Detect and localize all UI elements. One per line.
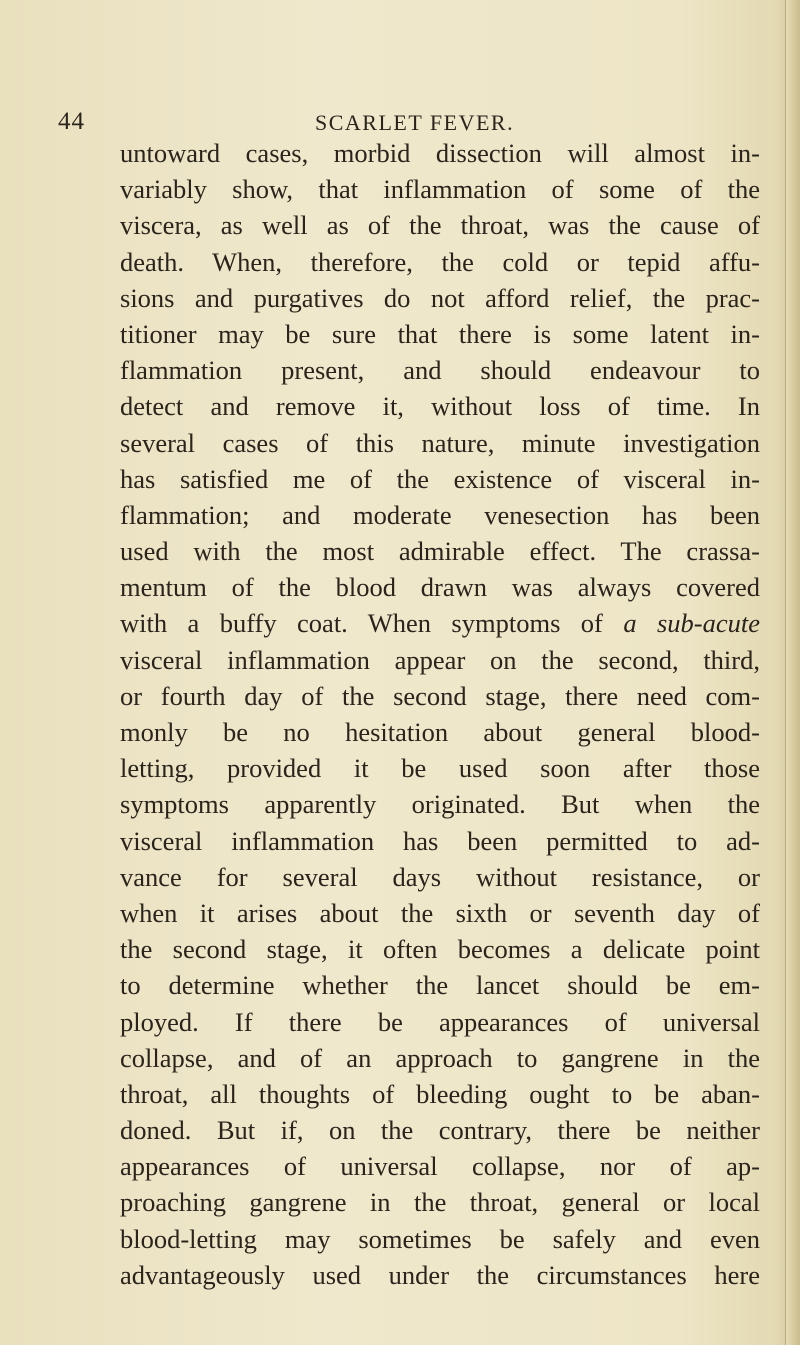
page-edge — [785, 0, 800, 1345]
text-line: flammation; and moderate venesection has been — [120, 499, 760, 530]
text-line: flammation present, and should endeavour to — [120, 355, 760, 386]
text-line: has satisfied me of the existence of visceral in- — [120, 463, 760, 494]
text-line: symptoms apparently originated. But when the — [120, 789, 760, 820]
text-line: throat, all thoughts of bleeding ought to be aban- — [120, 1078, 760, 1109]
text-line: collapse, and of an approach to gangrene in the — [120, 1042, 760, 1073]
text-line: used with the most admirable effect. The crassa- — [120, 536, 760, 567]
text-line: visceral inflammation has been permitted to ad- — [120, 825, 760, 856]
italic-phrase: a sub-acute — [623, 608, 761, 639]
text-line: death. When, therefore, the cold or tepid affu- — [120, 246, 760, 277]
text-line: doned. But if, on the contrary, there be neither — [120, 1115, 760, 1146]
text-line: titioner may be sure that there is some latent in- — [120, 318, 760, 349]
text-line: monly be no hesitation about general blood- — [120, 717, 760, 747]
text-line: to determine whether the lancet should be em- — [120, 970, 760, 1001]
text-line: ployed. If there be appearances of universal — [120, 1006, 760, 1037]
text-line: viscera, as well as of the throat, was the cause of — [120, 210, 760, 241]
page-number: 44 — [58, 108, 85, 135]
text-line: variably show, that inflammation of some of the — [120, 174, 760, 205]
body-text — [120, 135, 760, 1293]
text-line: several cases of this nature, minute investigation — [120, 427, 760, 458]
text-line: visceral inflammation appear on the second, third, — [120, 644, 760, 675]
text-line: vance for several days without resistance, or — [120, 861, 760, 892]
running-head-title: SCARLET FEVER. — [315, 110, 515, 135]
text-line: appearances of universal collapse, nor of ap- — [120, 1151, 760, 1182]
text-line: blood-letting may sometimes be safely and even — [120, 1223, 760, 1254]
text-line: mentum of the blood drawn was always covered — [120, 572, 760, 603]
running-head — [58, 108, 698, 138]
text-segment: with a buffy coat. When symptoms of — [120, 608, 624, 639]
text-line: the second stage, it often becomes a delicate point — [120, 934, 760, 965]
text-line: when it arises about the sixth or seventh day of — [120, 897, 760, 928]
text-line: sions and purgatives do not afford relief, the prac- — [120, 282, 760, 313]
text-line: advantageously used under the circumstances here — [120, 1259, 760, 1290]
text-line: or fourth day of the second stage, there need com- — [120, 680, 760, 711]
text-line: proaching gangrene in the throat, general or local — [120, 1187, 760, 1218]
text-line: untoward cases, morbid dissection will almost in- — [120, 138, 760, 168]
text-line: letting, provided it be used soon after those — [120, 753, 760, 784]
text-line: detect and remove it, without loss of time. In — [120, 391, 760, 422]
text-line-with-italic — [120, 605, 760, 641]
